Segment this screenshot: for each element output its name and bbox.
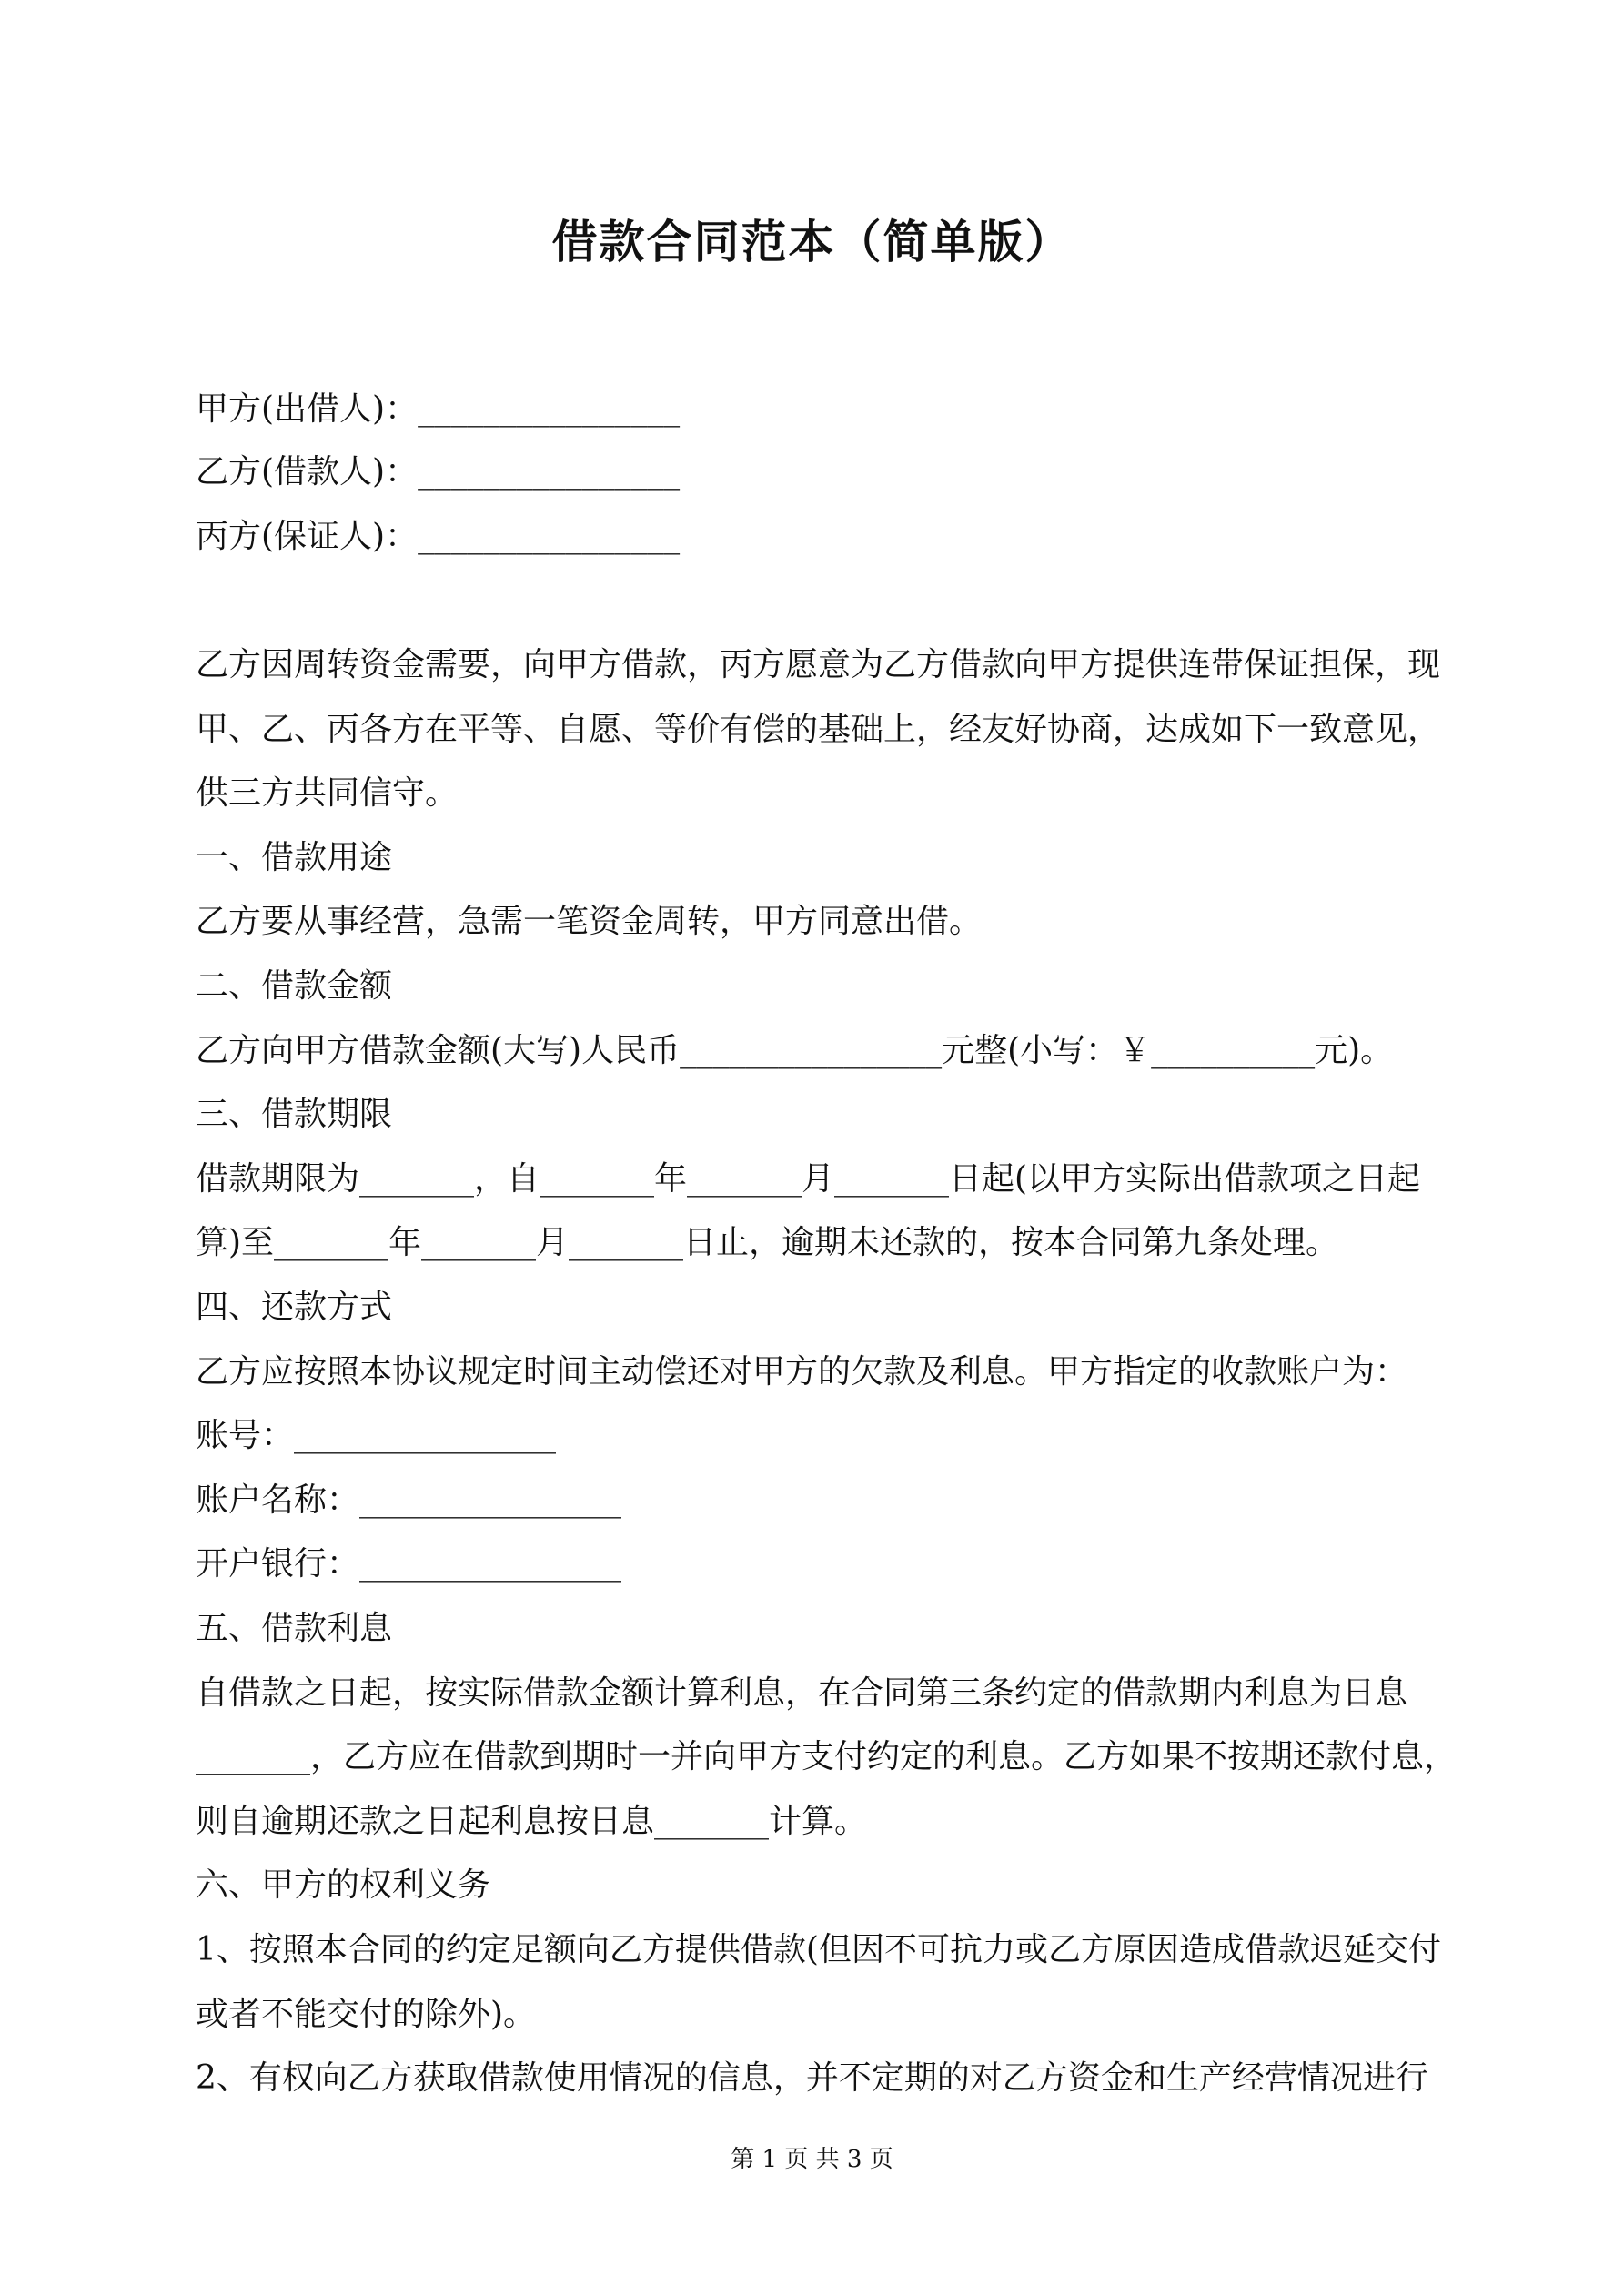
section-heading: 三、借款期限 [196,1096,393,1134]
body-line: 供三方共同信守。 [196,774,459,813]
body-line: 账户名称：________________ [196,1481,622,1519]
section-heading: 一、借款用途 [196,838,393,876]
body-line: 账号：________________ [196,1417,557,1455]
body-line: 乙方向甲方借款金额(大写)人民币________________元整(小写：￥__________元)。 [196,1031,1394,1069]
party-borrower: 乙方(借款人)：________________ [196,453,681,491]
body-line: 自借款之日起，按实际借款金额计算利息，在合同第三条约定的借款期内利息为日息 [196,1674,1408,1712]
page-footer: 第 1 页 共 3 页 [731,2146,893,2173]
body-line: 算)至_______年_______月_______日止，逾期未还款的，按本合同第九条处理。 [196,1224,1339,1262]
body-line: 2、有权向乙方获取借款使用情况的信息，并不定期的对乙方资金和生产经营情况进行 [196,2059,1428,2098]
document-title: 借款合同范本（简单版） [551,215,1073,268]
section-heading: 四、还款方式 [196,1289,393,1326]
body-line: 则自逾期还款之日起利息按日息_______计算。 [196,1802,868,1840]
party-lender: 甲方(出借人)：________________ [196,390,681,428]
body-line: 乙方要从事经营，急需一笔资金周转，甲方同意出借。 [196,903,983,941]
body-line: 甲、乙、丙各方在平等、自愿、等价有偿的基础上，经友好协商，达成如下一致意见， [196,710,1441,748]
body-line: _______，乙方应在借款到期时一并向甲方支付约定的利息。乙方如果不按期还款付息， [196,1738,1458,1776]
section-heading: 六、甲方的权利义务 [196,1866,491,1905]
body-line: 或者不能交付的除外)。 [196,1995,537,2033]
section-heading: 五、借款利息 [196,1610,393,1647]
party-guarantor: 丙方(保证人)：________________ [196,518,681,555]
body-line: 1、按照本合同的约定足额向乙方提供借款(但因不可抗力或乙方原因造成借款迟延交付 [196,1931,1441,1968]
body-line: 借款期限为_______，自_______年_______月_______日起(以甲方实际出借款项之日起 [196,1159,1421,1198]
body-line: 乙方因周转资金需要，向甲方借款，丙方愿意为乙方借款向甲方提供连带保证担保，现 [196,646,1441,683]
body-line: 乙方应按照本协议规定时间主动偿还对甲方的欠款及利息。甲方指定的收款账户为： [196,1352,1408,1391]
section-heading: 二、借款金额 [196,967,393,1005]
body-line: 开户银行：________________ [196,1545,622,1583]
